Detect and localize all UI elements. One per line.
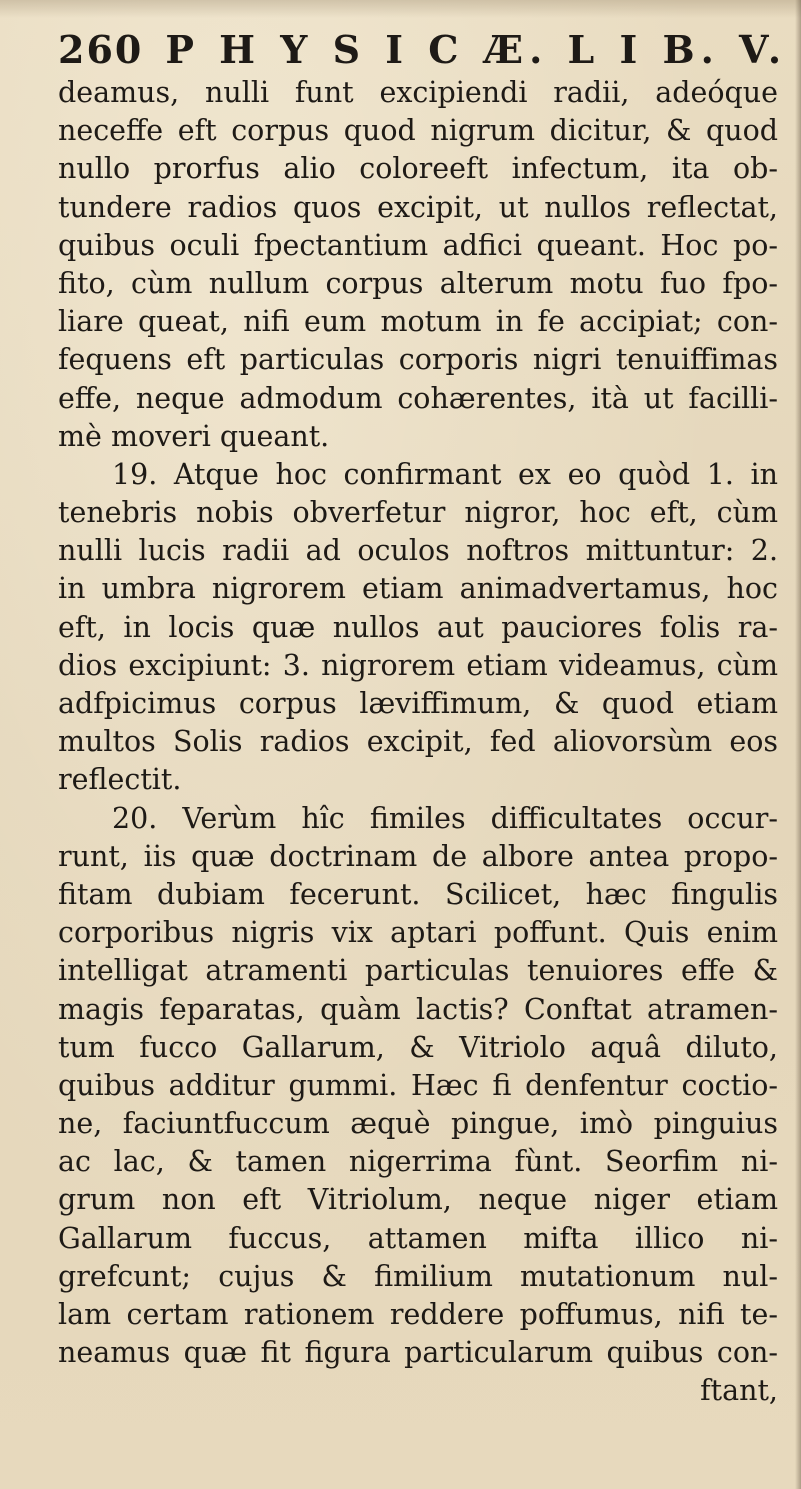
text-line: corporibus nigris vix aptari poffunt. Quis enim (58, 916, 778, 950)
text-line: nullo prorfus alio coloreeft infectum, ita ob- (58, 152, 778, 186)
text-line: tenebris nobis obverfetur nigror, hoc eft, cùm (58, 496, 778, 530)
text-line: grum non eft Vitriolum, neque niger etiam (58, 1183, 778, 1217)
text-line: liare queat, nifi eum motum in fe accipiat; con- (58, 305, 778, 339)
text-line: quibus oculi fpectantium adfici queant. Hoc po- (58, 228, 778, 262)
paragraph-19-start: 19. Atque hoc confirmant ex eo quòd 1. in (112, 457, 778, 491)
paragraph-end-line: mè moveri queant. (58, 419, 330, 453)
text-line: neamus quæ fit figura particularum quibus con- (58, 1336, 778, 1370)
running-header (58, 27, 788, 72)
page-text-block (58, 27, 788, 1411)
text-line: effe, neque admodum cohærentes, ità ut facilli- (58, 381, 778, 415)
text-line: lam certam rationem reddere poffumus, nifi te- (58, 1298, 778, 1331)
text-line: magis feparatas, quàm lactis? Conftat atramen- (58, 992, 778, 1026)
page-number: 260 (58, 27, 144, 72)
page-right-edge-shadow (795, 0, 801, 1489)
text-line: nulli lucis radii ad oculos noftros mittuntur: 2. (58, 534, 778, 568)
text-line: deamus, nulli funt excipiendi radii, adeóque (58, 76, 778, 109)
running-title: P H Y S I C Æ. L I B. V. (165, 27, 788, 72)
text-line: eft, in locis quæ nullos aut pauciores folis ra- (58, 610, 778, 644)
catchword: ftant, (700, 1374, 778, 1408)
text-line: quibus additur gummi. Hæc fi denfentur coctio- (58, 1068, 778, 1102)
paragraph-end-line: reflectit. (58, 763, 182, 797)
text-line: Gallarum fuccus, attamen mifta illico ni- (58, 1221, 778, 1255)
text-line: fitam dubiam fecerunt. Scilicet, hæc fingulis (58, 877, 778, 911)
text-line: fequens eft particulas corporis nigri tenuiffimas (58, 343, 778, 377)
text-line: multos Solis radios excipit, fed aliovorsùm eos (58, 725, 778, 759)
text-line: ne, faciuntfuccum æquè pingue, imò pinguius (58, 1107, 778, 1141)
text-line: grefcunt; cujus & fimilium mutationum nul- (58, 1259, 778, 1293)
text-line: neceffe eft corpus quod nigrum dicitur, & quod (58, 114, 778, 148)
paragraph-20-start: 20. Verùm hîc fimiles difficultates occur- (112, 801, 778, 835)
text-line: intelligat atramenti particulas tenuiores effe & (58, 954, 778, 988)
text-line: tum fucco Gallarum, & Vitriolo aquâ diluto, (58, 1030, 778, 1064)
text-line: fito, cùm nullum corpus alterum motu fuo fpo- (58, 266, 778, 300)
page-top-shadow (0, 0, 801, 18)
text-line: tundere radios quos excipit, ut nullos reflectat, (58, 190, 778, 224)
text-line: ac lac, & tamen nigerrima fùnt. Seorfim ni- (58, 1145, 778, 1179)
text-line: runt, iis quæ doctrinam de albore antea propo- (58, 839, 778, 873)
text-line: in umbra nigrorem etiam animadvertamus, hoc (58, 572, 778, 606)
text-line: dios excipiunt: 3. nigrorem etiam videamus, cùm (58, 648, 778, 682)
text-line: adfpicimus corpus læviffimum, & quod etiam (58, 687, 778, 720)
